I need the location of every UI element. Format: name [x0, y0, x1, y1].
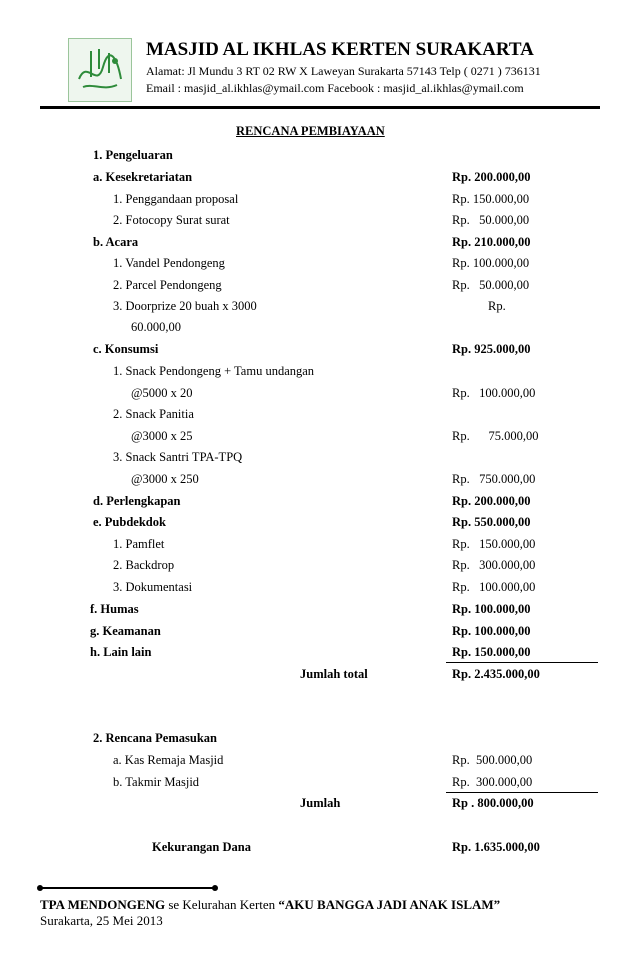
sub-item-amount: Rp. 300.000,00	[452, 558, 536, 572]
income-item-label: b. Takmir Masjid	[113, 775, 200, 789]
doc-title: RENCANA PEMBIAYAAN	[236, 124, 385, 138]
sub-item-detail: @3000 x 25	[131, 429, 193, 443]
sub-item-amount: Rp. 750.000,00	[452, 472, 536, 486]
footer-rule-dot-right	[212, 885, 218, 891]
item-h-label: h. Lain lain	[90, 645, 152, 659]
sub-item-amount: Rp. 50.000,00	[452, 278, 530, 292]
sub-item-label: 3. Dokumentasi	[113, 580, 193, 594]
income-total-label: Jumlah	[300, 796, 341, 810]
item-g-amount: Rp. 100.000,00	[452, 624, 531, 638]
sub-item-label: 2. Parcel Pendongeng	[113, 278, 222, 292]
sub-item-label: 2. Backdrop	[113, 558, 175, 572]
income-item-amount: Rp. 300.000,00	[452, 775, 533, 789]
sub-item-label: 1. Snack Pendongeng + Tamu undangan	[113, 364, 315, 378]
sub-item-amount: Rp. 100.000,00	[452, 256, 530, 270]
sub-item-amount: Rp. 100.000,00	[452, 580, 536, 594]
footer-org-name: TPA MENDONGENG	[40, 897, 166, 912]
sub-item-label: 3. Doorprize 20 buah x 3000	[113, 299, 257, 313]
item-b-amount: Rp. 210.000,00	[452, 235, 531, 249]
shortfall-amount: Rp. 1.635.000,00	[452, 840, 540, 854]
income-item-label: a. Kas Remaja Masjid	[113, 753, 224, 767]
sub-item-label: 1. Vandel Pendongeng	[113, 256, 225, 270]
section-pemasukan: 2. Rencana Pemasukan	[93, 731, 217, 745]
item-a-label: a. Kesekretariatan	[93, 170, 193, 184]
item-f-amount: Rp. 100.000,00	[452, 602, 531, 616]
item-f-label: f. Humas	[90, 602, 139, 616]
sub-item-amount: Rp. 150.000,00	[452, 537, 536, 551]
footer-org-area: se Kelurahan Kerten	[165, 897, 279, 912]
sub-item-amount: Rp.	[488, 299, 506, 313]
footer-slogan: “AKU BANGGA JADI ANAK ISLAM”	[278, 897, 501, 912]
item-c-amount: Rp. 925.000,00	[452, 342, 531, 356]
item-d-label: d. Perlengkapan	[93, 494, 181, 508]
sub-item-amount: Rp. 50.000,00	[452, 213, 530, 227]
sub-item-label: 3. Snack Santri TPA-TPQ	[113, 450, 243, 464]
sub-item-label: 1. Penggandaan proposal	[113, 192, 239, 206]
item-b-label: b. Acara	[93, 235, 139, 249]
item-c-label: c. Konsumsi	[93, 342, 159, 356]
income-total-amount: Rp . 800.000,00	[452, 796, 534, 810]
address-line: Alamat: Jl Mundu 3 RT 02 RW X Laweyan Surakarta 57143 Telp ( 0271 ) 736131	[146, 64, 541, 78]
mosque-title: MASJID AL IKHLAS KERTEN SURAKARTA	[146, 39, 534, 60]
mosque-calligraphy-logo	[68, 38, 132, 102]
sub-item-label: 2. Snack Panitia	[113, 407, 194, 421]
income-item-amount: Rp. 500.000,00	[452, 753, 533, 767]
item-e-label: e. Pubdekdok	[93, 515, 166, 529]
footer-place-date: Surakarta, 25 Mei 2013	[40, 913, 163, 928]
section-pengeluaran: 1. Pengeluaran	[93, 148, 173, 162]
shortfall-label: Kekurangan Dana	[152, 840, 251, 854]
item-a-amount: Rp. 200.000,00	[452, 170, 531, 184]
sub-item-label: 1. Pamflet	[113, 537, 165, 551]
item-e-amount: Rp. 550.000,00	[452, 515, 531, 529]
footer-rule	[40, 887, 215, 889]
sub-item-detail: @3000 x 250	[131, 472, 199, 486]
item-h-amount: Rp. 150.000,00	[452, 645, 531, 659]
sub-item-label: 2. Fotocopy Surat surat	[113, 213, 230, 227]
footer-org-line	[40, 897, 500, 913]
sub-item-amount: Rp. 150.000,00	[452, 192, 530, 206]
header-divider	[40, 106, 600, 109]
sub-item-amount: Rp. 75.000,00	[452, 429, 539, 443]
item-g-label: g. Keamanan	[90, 624, 161, 638]
total-amount: Rp. 2.435.000,00	[452, 667, 540, 681]
sub-item-amount: Rp. 100.000,00	[452, 386, 536, 400]
total-rule	[446, 662, 598, 663]
item-d-amount: Rp. 200.000,00	[452, 494, 531, 508]
sub-item-detail: @5000 x 20	[131, 386, 193, 400]
total-label: Jumlah total	[300, 667, 368, 681]
contact-line: Email : masjid_al.ikhlas@ymail.com Facebook : masjid_al.ikhlas@ymail.com	[146, 81, 524, 95]
sub-item-amount-continued: 60.000,00	[131, 320, 181, 334]
income-total-rule	[446, 792, 598, 793]
